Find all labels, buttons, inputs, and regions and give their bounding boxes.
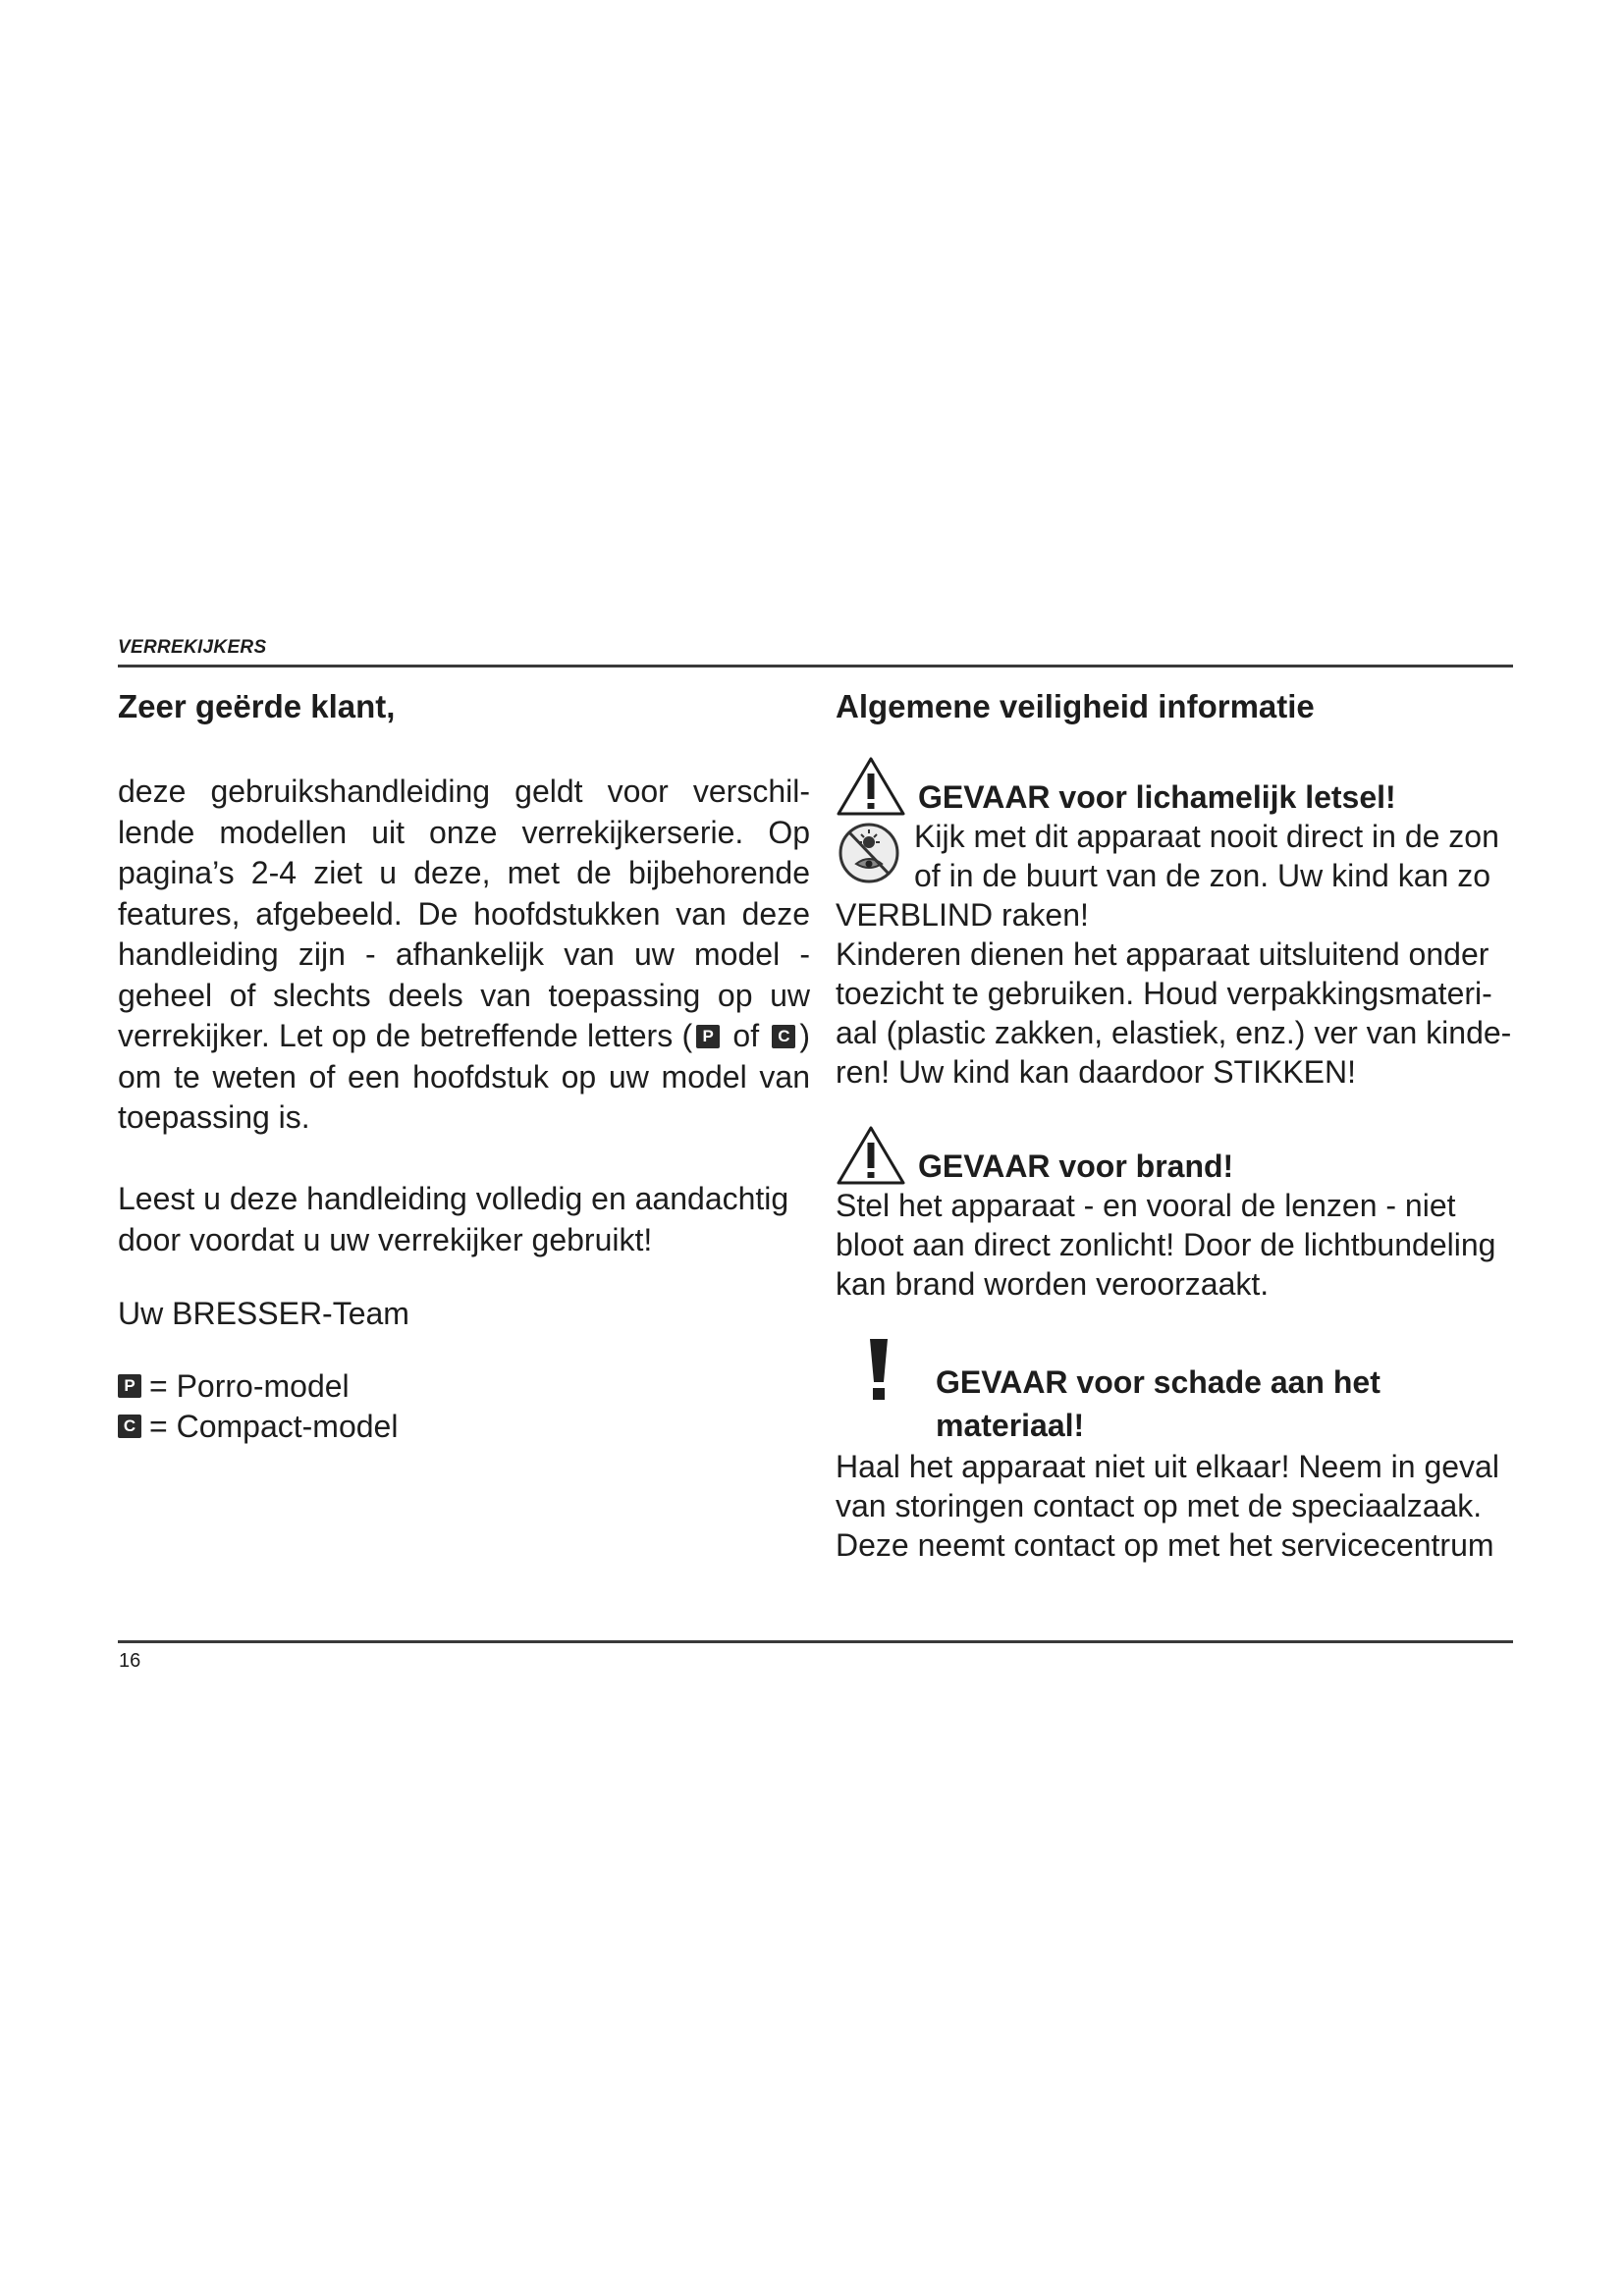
compact-badge-icon: C: [118, 1415, 141, 1438]
danger-injury-heading: [836, 756, 1518, 817]
danger-material-text: Haal het apparaat niet uit elkaar! Neem in geval van storingen contact op met de speciaalzaak. Deze neemt contact op met het servicecentrum: [836, 1449, 1499, 1563]
greeting-heading: Zeer geërde klant,: [118, 688, 396, 724]
page-number: 16: [119, 1650, 141, 1672]
porro-badge-icon: P: [118, 1374, 141, 1398]
legend-text: = Compact-model: [149, 1408, 399, 1444]
intro-text-2: of: [724, 1018, 769, 1053]
danger-injury-text-2: Kinderen dienen het apparaat uitsluitend onder toezicht te gebruiken. Houd verpakkingsmateriaal (plastic zakken, elastiek, enz.) ver van kinderen! Uw kind kan daardoor STIKKEN!: [836, 936, 1512, 1090]
safety-heading: Algemene veiligheid informatie: [836, 688, 1315, 724]
danger-injury-body: [836, 817, 1518, 1092]
legend-text: = Porro-model: [149, 1367, 350, 1404]
intro-text-1: deze gebruikshandleiding geldt voor verschillende modellen uit onze verrekijkerserie. Op pagina’s 2-4 ziet u deze, met de bijbehorende features, afgebeeld. De hoofdstukken van deze handleiding zijn - afhankelijk van uw model - geheel of slechts deels van toepassing op uw verrekijker. Let op de betreffende letters (: [118, 774, 810, 1053]
danger-fire-title: GEVAAR voor brand!: [918, 1148, 1234, 1184]
danger-injury-title: GEVAAR voor lichamelijk letsel!: [918, 779, 1396, 815]
read-note: Leest u deze handleiding volledig en aandachtig door voordat u uw verrekijker gebruikt!: [118, 1180, 789, 1257]
right-column: [836, 687, 1518, 1565]
exclamation-icon: [855, 1337, 910, 1402]
porro-badge-icon: P: [696, 1025, 720, 1048]
footer-rule: [118, 1640, 1513, 1643]
legend-item-porro: [118, 1366, 810, 1407]
header-rule: [118, 665, 1513, 667]
danger-injury-text-1: Kijk met dit apparaat nooit direct in de zon of in de buurt van de zon. Uw kind kan zo VERBLIND raken!: [836, 819, 1499, 933]
left-column: [118, 687, 810, 1447]
intro-paragraph: [118, 772, 810, 1139]
danger-fire-heading: [836, 1125, 1518, 1186]
intro-text-3: ) om te weten of een hoofdstuk op uw model van toepassing is.: [118, 1018, 811, 1135]
no-sun-viewing-icon: [838, 821, 900, 885]
compact-badge-icon: C: [772, 1025, 795, 1048]
warning-triangle-icon: [836, 756, 906, 817]
legend-item-compact: [118, 1407, 810, 1447]
danger-material-heading: [836, 1337, 1518, 1447]
signature: Uw BRESSER-Team: [118, 1295, 409, 1331]
running-title: VERREKIJKERS: [118, 637, 267, 658]
danger-fire-text: Stel het apparaat - en vooral de lenzen - niet bloot aan direct zonlicht! Door de lichtbundeling kan brand worden veroorzaakt.: [836, 1188, 1496, 1302]
warning-triangle-icon: [836, 1125, 906, 1186]
danger-material-title: GEVAAR voor schade aan het materiaal!: [936, 1364, 1380, 1443]
